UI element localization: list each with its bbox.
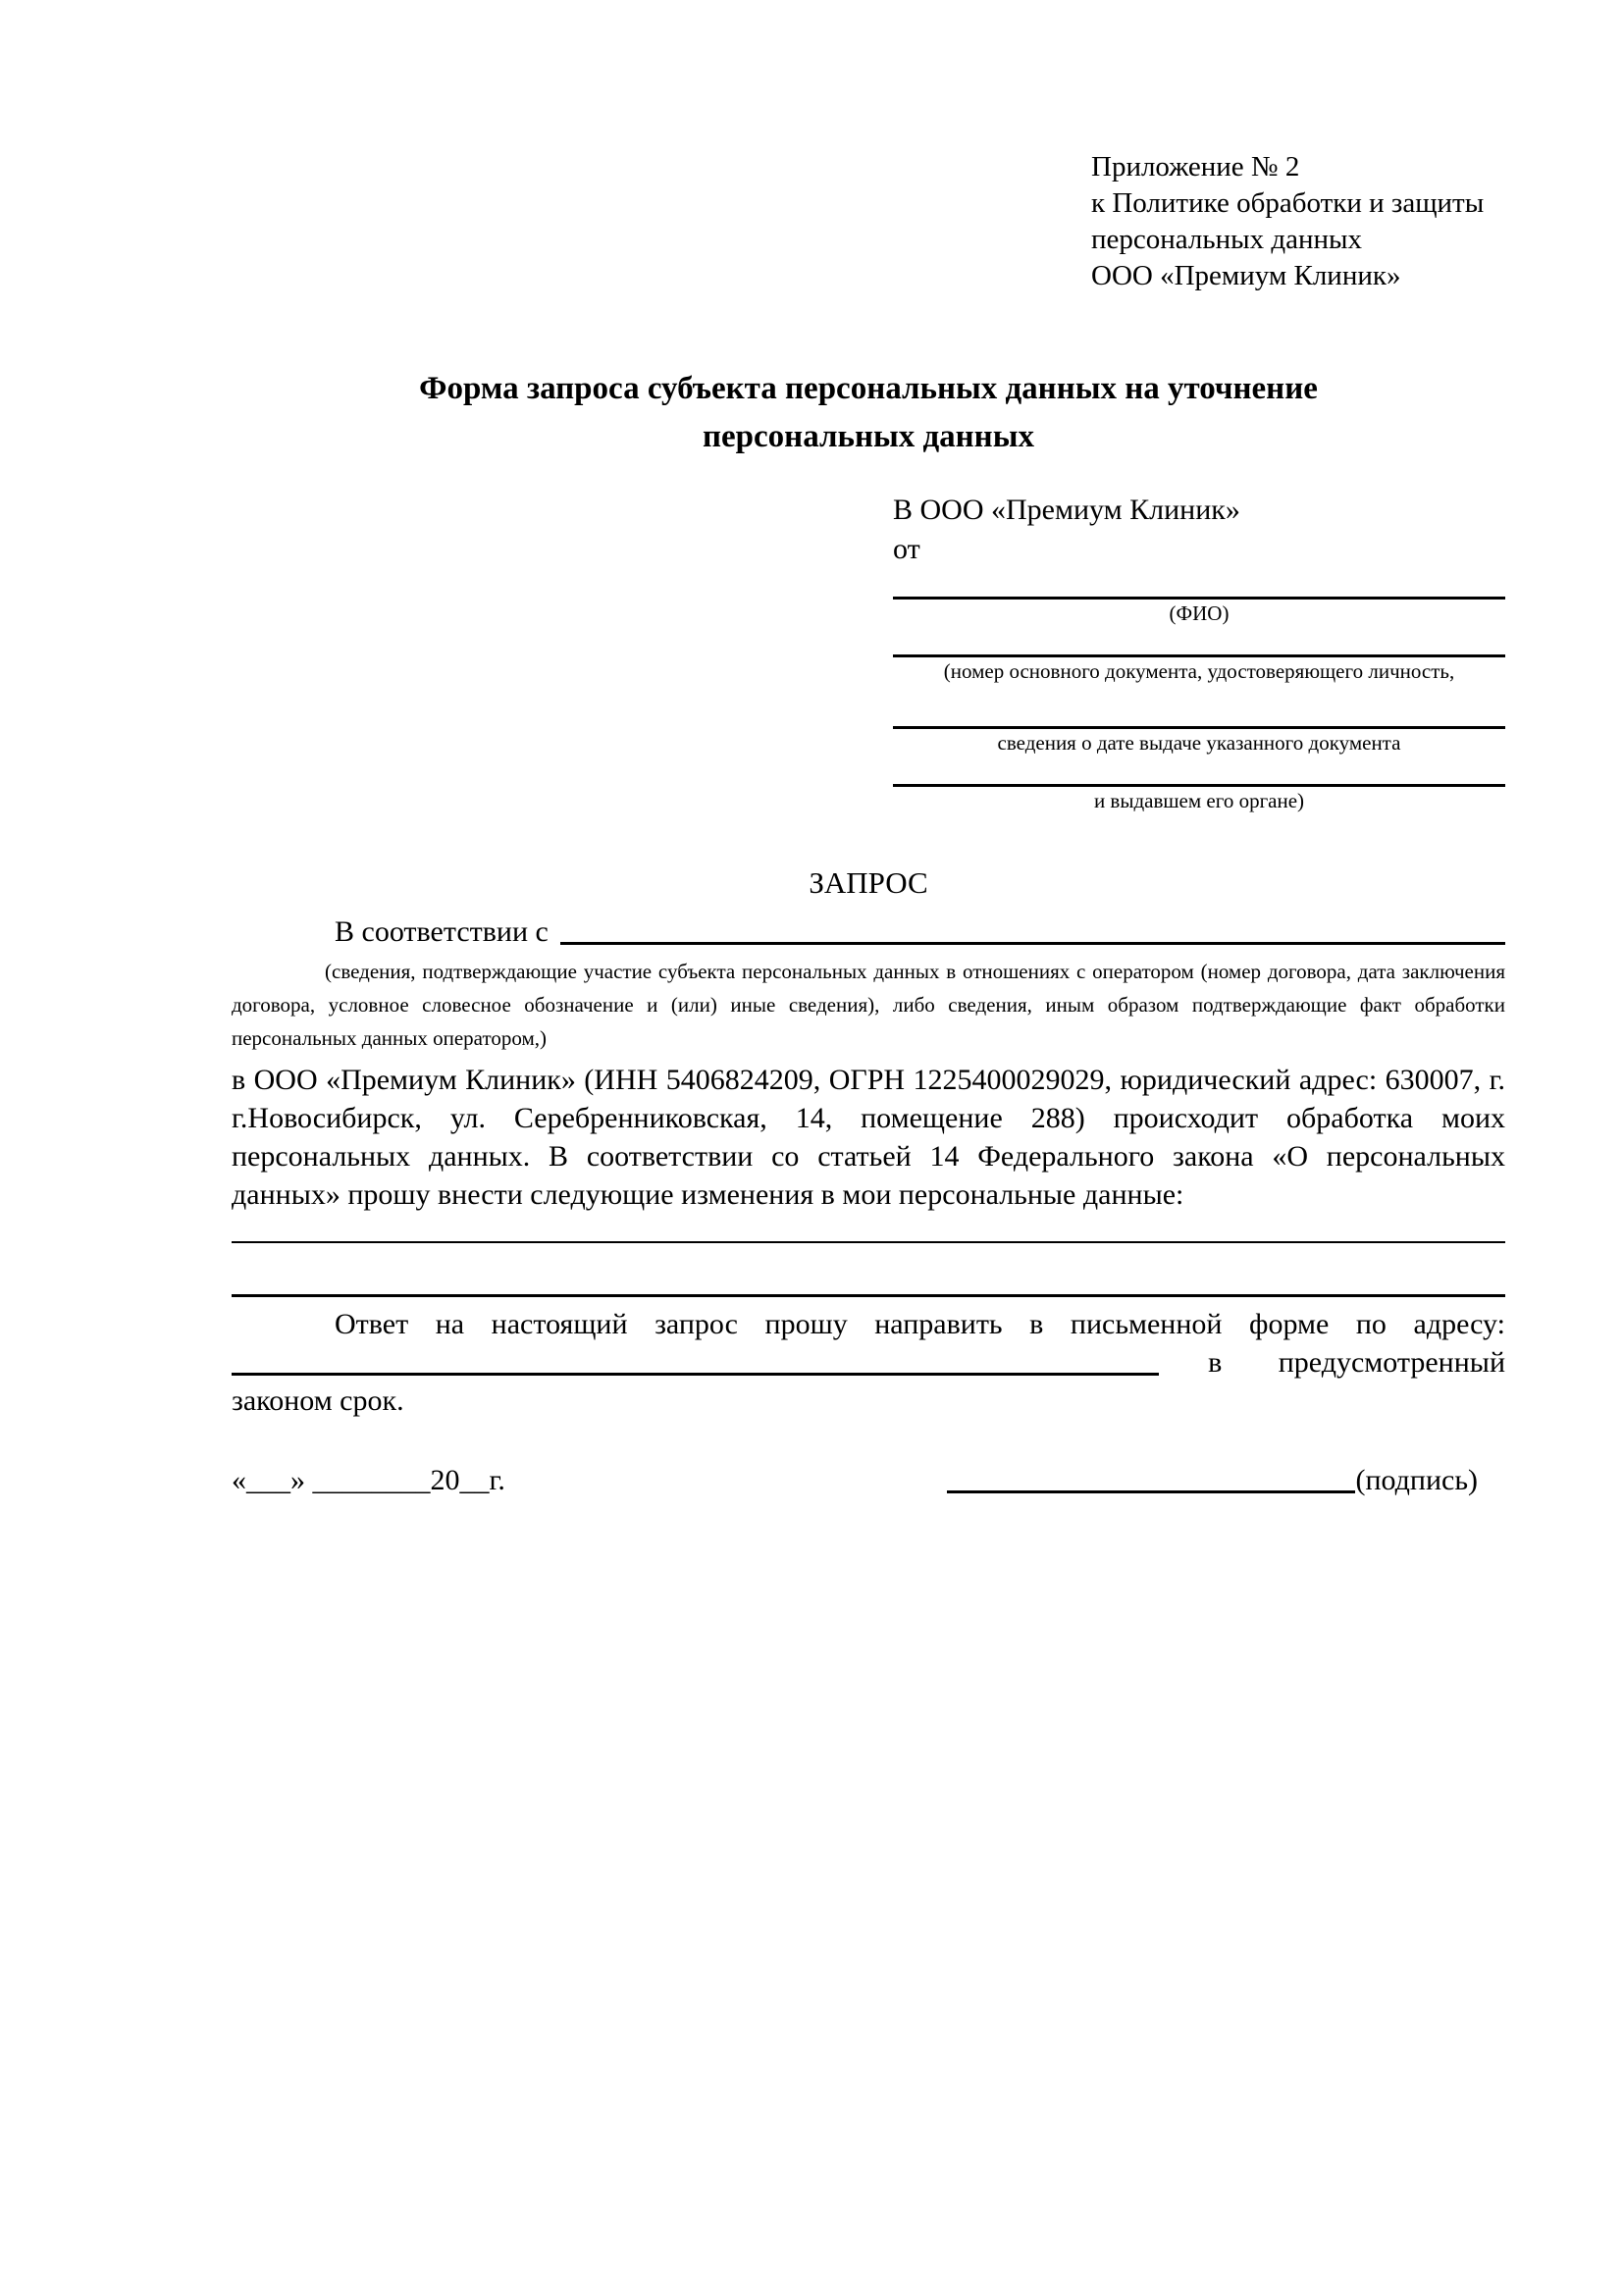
body-paragraph: в ООО «Премиум Клиник» (ИНН 5406824209, ОГРН 1225400029029, юридический адрес: 630007, г. г.Новосибирск, ул. Серебренниковская, 14, помещение 288) происходит обработка моих персональных данных. В соответствии со статьей 14 Федерального закона «О персональных данных» прошу внести следующие изменения в мои персональные данные: <box>232 1064 1505 1211</box>
date-signature-row <box>232 1461 1505 1499</box>
doc-number-field <box>893 641 1505 685</box>
appendix-line: персональных данных <box>1091 224 1363 255</box>
issue-date-caption: сведения о дате выдаче указанного документа <box>997 731 1401 755</box>
addressee-organization: В ООО «Премиум Клиник» <box>893 494 1240 526</box>
reply-line: Ответ на настоящий запрос прошу направить в письменной форме по адресу: <box>335 1308 1505 1340</box>
answer-blank-line <box>232 1241 1505 1243</box>
doc-number-blank-line <box>893 641 1505 657</box>
appendix-line: Приложение № 2 <box>1091 151 1300 183</box>
issuing-authority-field <box>893 770 1505 814</box>
addressee-from-label: от <box>893 533 920 565</box>
issuing-authority-blank-line <box>893 770 1505 787</box>
intro-line <box>232 913 1505 951</box>
fio-caption: (ФИО) <box>1169 601 1230 625</box>
reply-tail-text: в предусмотренный <box>1208 1346 1505 1379</box>
date-blank: «___» ________20__г. <box>232 1464 505 1496</box>
reply-closing: законом срок. <box>232 1384 404 1417</box>
appendix-line: ООО «Премиум Клиник» <box>1091 260 1401 291</box>
appendix-line: к Политике обработки и защиты <box>1091 187 1485 219</box>
signature-caption: (подпись) <box>1355 1464 1478 1496</box>
note-text: (сведения, подтверждающие участие субъекта персональных данных в отношениях с оператором (номер договора, дата заключения договора, условное словесное обозначение и (или) иные сведения), либо сведения, иным образом подтверждающие факт обработки персональных данных оператором,) <box>232 960 1505 1050</box>
signature-group <box>947 1461 1478 1499</box>
request-heading: ЗАПРОС <box>809 865 928 900</box>
reply-address-row <box>232 1343 1505 1382</box>
fio-blank-line <box>893 583 1505 600</box>
fio-field <box>893 583 1505 627</box>
document-title: Форма запроса субъекта персональных данных на уточнение персональных данных <box>419 371 1318 454</box>
doc-number-caption: (номер основного документа, удостоверяющего личность, <box>943 659 1455 683</box>
addressee-block <box>893 491 1505 814</box>
signature-blank-line <box>947 1490 1355 1493</box>
appendix-block <box>1091 149 1505 294</box>
issue-date-field <box>893 712 1505 757</box>
reply-address-blank-line <box>232 1373 1159 1376</box>
issue-date-blank-line <box>893 712 1505 729</box>
answer-blank-line <box>232 1294 1505 1297</box>
issuing-authority-caption: и выдавшем его органе) <box>1093 789 1305 812</box>
intro-label: В соответствии с <box>335 915 549 948</box>
intro-blank-line <box>560 942 1505 945</box>
